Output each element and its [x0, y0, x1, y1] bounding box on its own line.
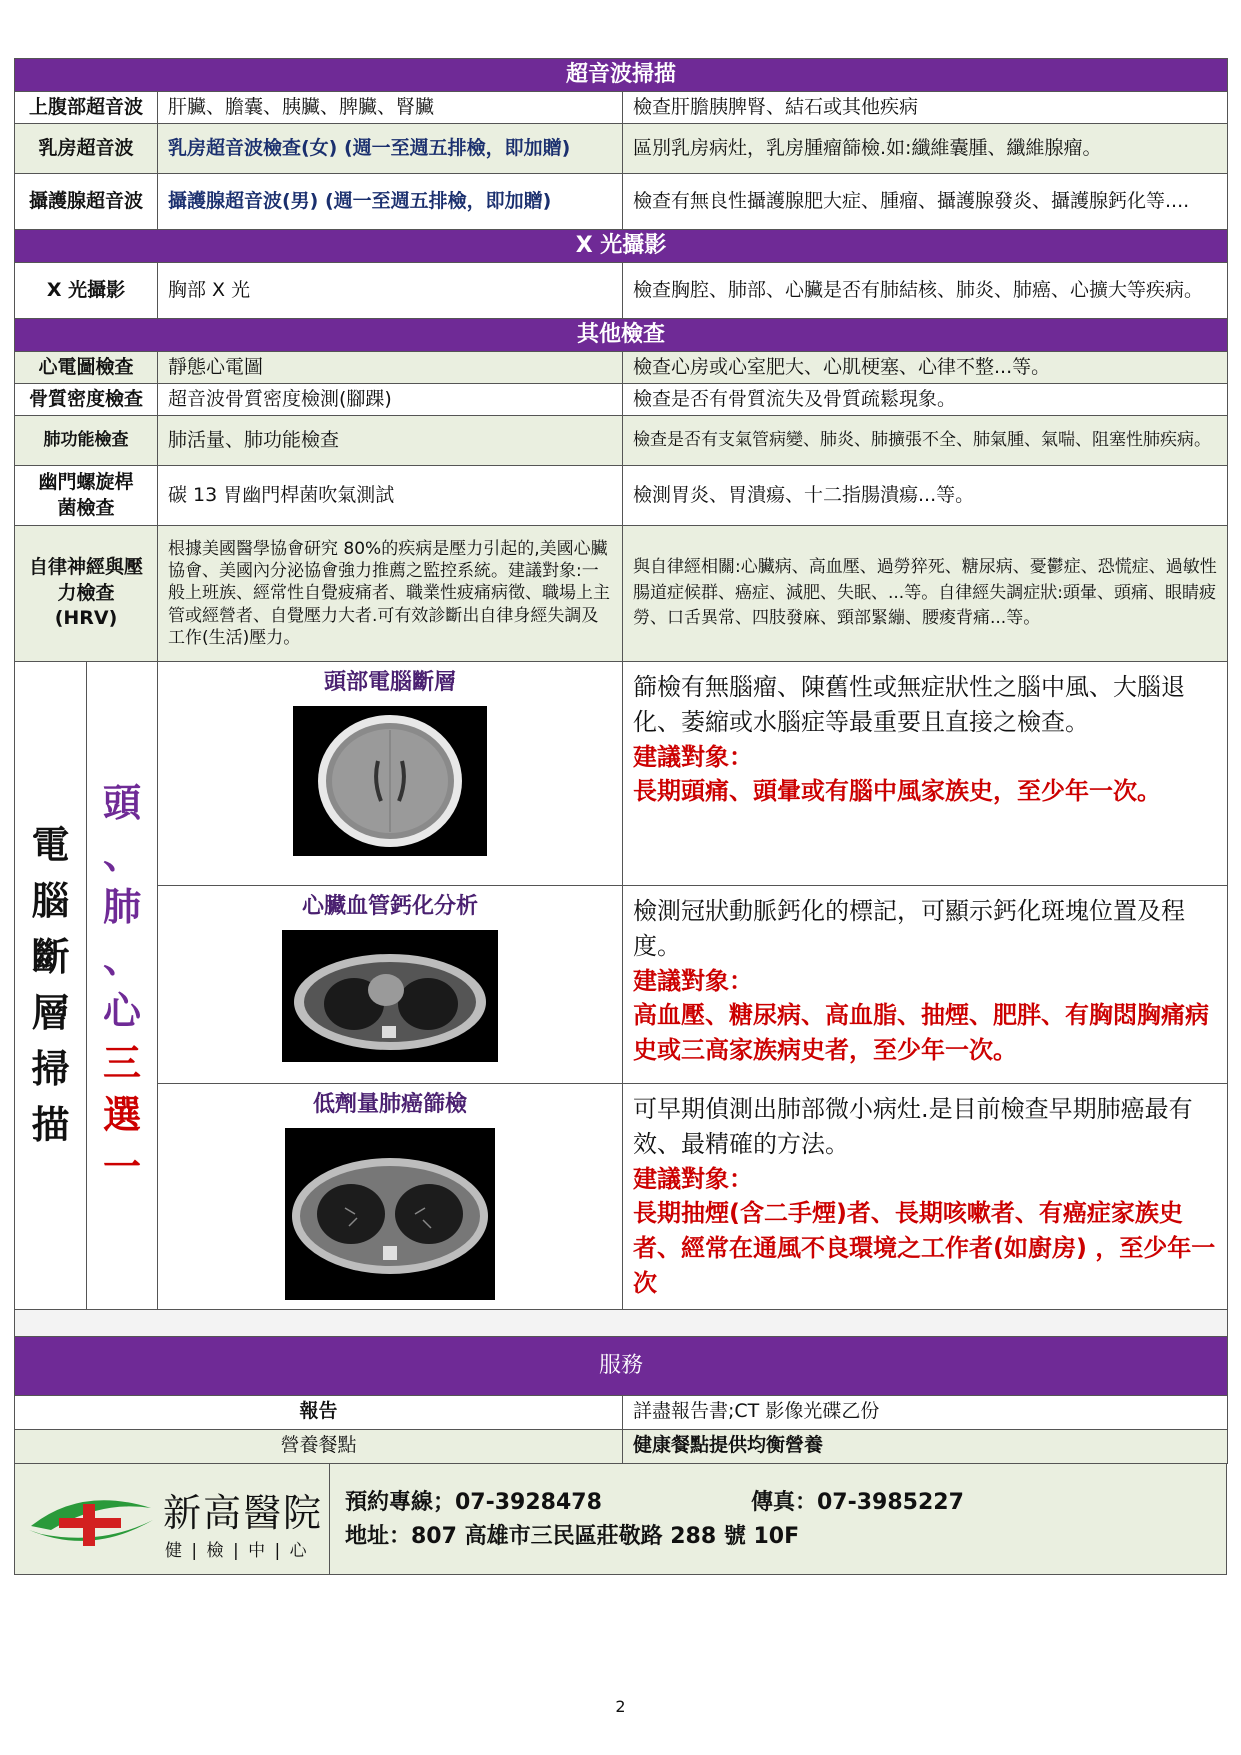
- table-row: [15, 526, 1228, 662]
- section-header-service: [15, 1336, 1228, 1395]
- ct-row: [15, 662, 1228, 886]
- exam-name: 幽門螺旋桿菌檢查: [15, 466, 158, 526]
- exam-desc: 檢查肝膽胰脾腎、結石或其他疾病: [623, 92, 1228, 124]
- service-name: [15, 1429, 623, 1463]
- service-name: [15, 1395, 623, 1429]
- exam-item: 肺活量、肺功能檢查: [158, 416, 623, 466]
- section-title: X 光攝影: [15, 230, 1228, 263]
- ct-item-desc-cell: [623, 1084, 1228, 1310]
- service-value: 詳盡報告書;CT 影像光碟乙份: [623, 1395, 1228, 1429]
- recommend-text: 長期頭痛、頭暈或有腦中風家族史，至少年一次。: [633, 777, 1161, 806]
- exam-name: 肺功能檢查: [15, 416, 158, 466]
- exam-item: 攝護腺超音波(男) (週一至週五排檢，即加贈): [158, 174, 623, 230]
- exam-name: 骨質密度檢查: [15, 384, 158, 416]
- heart-ct-scan-image: [282, 930, 498, 1062]
- ct-sub-char: 心: [102, 988, 141, 1034]
- ct-title-char: 掃: [31, 1046, 70, 1092]
- service-value: 健康餐點提供均衡營養: [623, 1429, 1228, 1463]
- table-row: [15, 416, 1228, 466]
- exam-item: 乳房超音波檢查(女) (週一至週五排檢，即加贈): [158, 124, 623, 174]
- exam-desc: 檢查是否有支氣管病變、肺炎、肺擴張不全、肺氣腫、氣喘、阻塞性肺疾病。: [623, 416, 1228, 466]
- section-title: 超音波掃描: [15, 59, 1228, 92]
- ct-title-char: 層: [31, 990, 70, 1036]
- ct-title-char: 腦: [31, 878, 70, 924]
- exam-desc: 檢測胃炎、胃潰瘍、十二指腸潰瘍...等。: [623, 466, 1228, 526]
- ct-title-char: 斷: [31, 934, 70, 980]
- hospital-subtitle: 健 | 檢 | 中 | 心: [165, 1540, 309, 1561]
- exam-item: 超音波骨質密度檢測(腳踝): [158, 384, 623, 416]
- table-row: [15, 92, 1228, 124]
- head-ct-scan-image: [293, 706, 487, 856]
- hospital-name: 新高醫院: [163, 1490, 324, 1535]
- exam-item: 根據美國醫學協會研究 80%的疾病是壓力引起的,美國心臟協會、美國內分泌協會強力推薦之監控系統。建議對象:一般上班族、經常性自覺疲痛者、職業性疲痛病徵、職場上主管或經營者、自覺壓力大者.可有效診斷出自律身經失調及工作(生活)壓力。: [158, 526, 623, 662]
- ct-sub-char: 、: [102, 936, 141, 982]
- ct-sub-char: 頭: [102, 780, 141, 826]
- exam-name: 上腹部超音波: [15, 92, 158, 124]
- ct-item-desc: 可早期偵測出肺部微小病灶.是目前檢查早期肺癌最有效、最精確的方法。: [633, 1095, 1193, 1158]
- ct-image-cell: [158, 886, 623, 1084]
- ct-image-cell: [158, 662, 623, 886]
- contact-info: [345, 1486, 1215, 1554]
- ct-item-desc: 檢測冠狀動脈鈣化的標記，可顯示鈣化斑塊位置及程度。: [633, 897, 1185, 960]
- exam-desc: 與自律經相關:心臟病、高血壓、過勞猝死、糖尿病、憂鬱症、恐慌症、過敏性腸道症候群、癌症、減肥、失眠、...等。自律經失調症狀:頭暈、頭痛、眼睛疲勞、口舌異常、四肢發麻、頸部緊繃、腰痠背痛...等。: [623, 526, 1228, 662]
- exam-item: 碳 13 胃幽門桿菌吹氣測試: [158, 466, 623, 526]
- recommend-label: 建議對象：: [633, 1164, 753, 1193]
- ct-item-title: 頭部電腦斷層: [323, 670, 456, 695]
- fax-text: 傳真：07-3985227: [751, 1489, 964, 1515]
- exam-desc: 區別乳房病灶，乳房腫瘤篩檢.如:纖維囊腫、纖維腺瘤。: [623, 124, 1228, 174]
- page-number: 2: [615, 1697, 626, 1716]
- table-row: [15, 466, 1228, 526]
- exam-item: 靜態心電圖: [158, 352, 623, 384]
- service-name-text: 報告: [299, 1400, 338, 1423]
- recommend-text: 長期抽煙(含二手煙)者、長期咳嗽者、有癌症家族史者、經常在通風不良環境之工作者(如廚房) ，至少年一次: [633, 1199, 1216, 1297]
- ct-title-char: 描: [31, 1102, 70, 1148]
- ct-image-cell: [158, 1084, 623, 1310]
- ct-sub-red-char: 三: [102, 1040, 141, 1086]
- exam-table: [14, 58, 1228, 1464]
- recommend-label: 建議對象：: [633, 742, 753, 771]
- spacer-row: [15, 1309, 1228, 1336]
- ct-row: [15, 1084, 1228, 1310]
- ct-item-desc: 篩檢有無腦瘤、陳舊性或無症狀性之腦中風、大腦退化、萎縮或水腦症等最重要且直接之檢查。: [633, 673, 1185, 736]
- section-header-other: [15, 319, 1228, 352]
- section-header-xray: [15, 230, 1228, 263]
- exam-desc: 檢查是否有骨質流失及骨質疏鬆現象。: [623, 384, 1228, 416]
- ct-row: [15, 886, 1228, 1084]
- exam-desc: 檢查胸腔、肺部、心臟是否有肺結核、肺炎、肺癌、心擴大等疾病。: [623, 263, 1228, 319]
- exam-item: 肝臟、膽囊、胰臟、脾臟、腎臟: [158, 92, 623, 124]
- ct-sub-red-char: 選: [102, 1092, 141, 1138]
- table-row: [15, 352, 1228, 384]
- table-row: [15, 263, 1228, 319]
- exam-name: 乳房超音波: [15, 124, 158, 174]
- exam-item: 胸部 X 光: [158, 263, 623, 319]
- address-text: 地址：807 高雄市三民區莊敬路 288 號 10F: [345, 1523, 800, 1549]
- recommend-text: 高血壓、糖尿病、高血脂、抽煙、肥胖、有胸悶胸痛病史或三高家族病史者，至少年一次。: [633, 1001, 1209, 1065]
- ct-item-title: 心臟血管鈣化分析: [301, 894, 478, 919]
- section-header-ultrasound: [15, 59, 1228, 92]
- ct-item-desc-cell: [623, 886, 1228, 1084]
- exam-desc: 檢查心房或心室肥大、心肌梗塞、心律不整...等。: [623, 352, 1228, 384]
- footer: [14, 1464, 1227, 1575]
- section-title: 其他檢查: [15, 319, 1228, 352]
- exam-name: 攝護腺超音波: [15, 174, 158, 230]
- ct-vertical-title: [15, 662, 87, 1310]
- ct-title-char: 電: [31, 822, 70, 868]
- table-row: [15, 174, 1228, 230]
- spacer-cell: [15, 1309, 1228, 1336]
- table-row: [15, 1395, 1228, 1429]
- table-row: [15, 1429, 1228, 1463]
- ct-sub-char: 、: [102, 832, 141, 878]
- recommend-label: 建議對象：: [633, 966, 753, 995]
- ct-vertical-subtitle: [87, 662, 158, 1310]
- exam-name: X 光攝影: [15, 263, 158, 319]
- service-name-text: 營養餐點: [280, 1434, 357, 1457]
- hospital-logo: [15, 1464, 330, 1574]
- exam-name: 自律神經與壓力檢查(HRV): [15, 526, 158, 662]
- exam-name: 心電圖檢查: [15, 352, 158, 384]
- table-row: [15, 384, 1228, 416]
- ct-item-desc-cell: [623, 662, 1228, 886]
- lung-ct-scan-image: [285, 1128, 495, 1300]
- ct-item-title: 低劑量肺癌篩檢: [312, 1092, 467, 1117]
- section-title: 服務: [15, 1336, 1228, 1395]
- phone-text: 預約專線；07-3928478: [345, 1489, 602, 1515]
- table-row: [15, 124, 1228, 174]
- ct-sub-red-char: 一: [102, 1144, 141, 1190]
- exam-desc: 檢查有無良性攝護腺肥大症、腫瘤、攝護腺發炎、攝護腺鈣化等....: [623, 174, 1228, 230]
- exam-page: [14, 58, 1227, 1575]
- ct-sub-char: 肺: [102, 884, 141, 930]
- hospital-cross-icon: [21, 1486, 161, 1556]
